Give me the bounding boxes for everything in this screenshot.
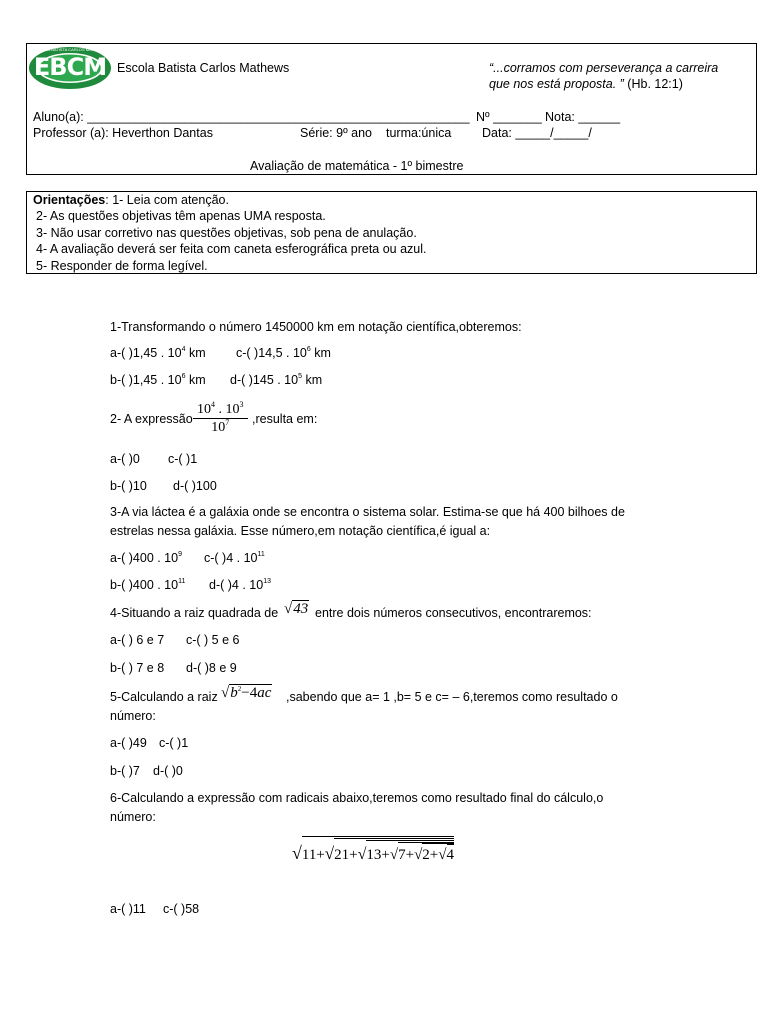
q4-suffix: entre dois números consecutivos, encontraremos:	[315, 606, 592, 620]
orientations-line1	[33, 193, 229, 207]
q4-sqrt: √43	[284, 601, 309, 617]
q2-suffix: ,resulta em:	[252, 412, 318, 426]
sqrt-symbol: √	[292, 843, 302, 863]
q2-prefix: 2- A expressão	[110, 412, 193, 426]
orientations-item-2: 2- As questões objetivas têm apenas UMA resposta.	[36, 209, 326, 223]
student-name-field: Aluno(a): _______________________________________________________	[33, 110, 470, 124]
q6-nested-radical: √11+√21+√13+√7+√2+√4	[292, 836, 454, 865]
sqrt-symbol: √	[414, 847, 423, 863]
grade-field: Nota: ______	[545, 110, 621, 124]
q2-fraction	[193, 401, 248, 436]
q5-radicand: $b^2-4ac$	[230, 685, 272, 701]
orientations-item-4: 4- A avaliação deverá ser feita com caneta esferográfica preta ou azul.	[36, 242, 427, 256]
q5-option-d: d-( )0	[153, 764, 183, 778]
q2-numerator: $10^4$ . $10^3$	[193, 401, 248, 419]
sqrt-symbol: √	[438, 847, 447, 863]
q5-option-c: c-( )1	[159, 736, 189, 750]
q4-prefix: 4-Situando a raiz quadrada de	[110, 606, 279, 620]
sqrt-symbol: √	[221, 685, 230, 701]
q3-text-line1: 3-A via láctea é a galáxia onde se encontra o sistema solar. Estima-se que há 400 bilhoes de	[110, 505, 625, 519]
q5-option-a: a-( )49	[110, 736, 147, 750]
orientations-item-5: 5- Responder de forma legível.	[36, 259, 208, 273]
q6-option-c: c-( )58	[163, 902, 200, 916]
q3-option-d: d-( )4 . $10^{13}$	[209, 578, 271, 592]
q3-option-c: c-( )4 . $10^{11}$	[204, 551, 265, 565]
q5-sqrt	[221, 685, 272, 702]
q5-prefix: 5-Calculando a raiz	[110, 690, 218, 704]
sqrt-symbol: √	[324, 844, 335, 863]
q6-text-line2: número:	[110, 810, 156, 824]
school-name: Escola Batista Carlos Mathews	[117, 61, 290, 75]
q4-option-b: b-( ) 7 e 8	[110, 661, 165, 675]
sqrt-symbol: √	[357, 846, 367, 863]
logo-ring-text: ESCOLA BATISTA CARLOS MATHEWS	[34, 47, 106, 52]
teacher: Professor (a): Heverthon Dantas	[33, 126, 213, 140]
grade-level: Série: 9º ano	[300, 126, 372, 140]
motto-line2: que nos está proposta. ”	[489, 77, 624, 91]
q1-option-c: c-( )14,5 . $10^6$ km	[236, 346, 331, 360]
logo-text: EBCM	[33, 53, 107, 81]
q5-suffix: ,sabendo que a= 1 ,b= 5 e c= – 6,teremos como resultado o	[286, 690, 618, 704]
exam-title: Avaliação de matemática - 1º bimestre	[250, 159, 464, 173]
q1-option-a: a-( )1,45 . $10^4$ km	[110, 346, 206, 360]
q4-option-c: c-( ) 5 e 6	[186, 633, 240, 647]
class-group: turma:única	[386, 126, 452, 140]
q4-option-d: d-( )8 e 9	[186, 661, 237, 675]
q4-option-a: a-( ) 6 e 7	[110, 633, 165, 647]
motto-ref: (Hb. 12:1)	[627, 77, 683, 91]
q2-option-b: b-( )10	[110, 479, 147, 493]
q3-text-line2: estrelas nessa galáxia. Esse número,em notação científica,é igual a:	[110, 524, 491, 538]
sqrt-symbol: √	[389, 847, 399, 863]
q2-option-c: c-( )1	[168, 452, 198, 466]
q5-text-line2: número:	[110, 709, 156, 723]
q3-option-b: b-( )400 . $10^{11}$	[110, 578, 186, 592]
date-field: Data: _____/_____/	[482, 126, 592, 140]
q1-option-d: d-( )145 . $10^5$ km	[230, 373, 323, 387]
q2-option-a: a-( )0	[110, 452, 140, 466]
orientations-label: Orientações	[33, 193, 106, 207]
student-number-field: Nº _______	[476, 110, 542, 124]
motto-line2-wrap	[489, 77, 683, 91]
school-logo	[28, 46, 112, 90]
q6-text-line1: 6-Calculando a expressão com radicais abaixo,teremos como resultado final do cálculo,o	[110, 791, 604, 805]
orientations-item-1: : 1- Leia com atenção.	[105, 193, 229, 207]
q6-option-a: a-( )11	[110, 902, 146, 916]
q5-option-b: b-( )7	[110, 764, 140, 778]
q2-option-d: d-( )100	[173, 479, 217, 493]
q1-option-b: b-( )1,45 . $10^6$ km	[110, 373, 206, 387]
q3-option-a: a-( )400 . $10^9$	[110, 551, 182, 565]
q2-denominator: $10^7$	[211, 418, 230, 435]
sqrt-symbol: √	[284, 601, 293, 617]
motto-line1: “...corramos com perseverança a carreira	[489, 61, 719, 75]
q1-text: 1-Transformando o número 1450000 km em notação científica,obteremos:	[110, 320, 522, 334]
orientations-item-3: 3- Não usar corretivo nas questões objetivas, sob pena de anulação.	[36, 226, 417, 240]
